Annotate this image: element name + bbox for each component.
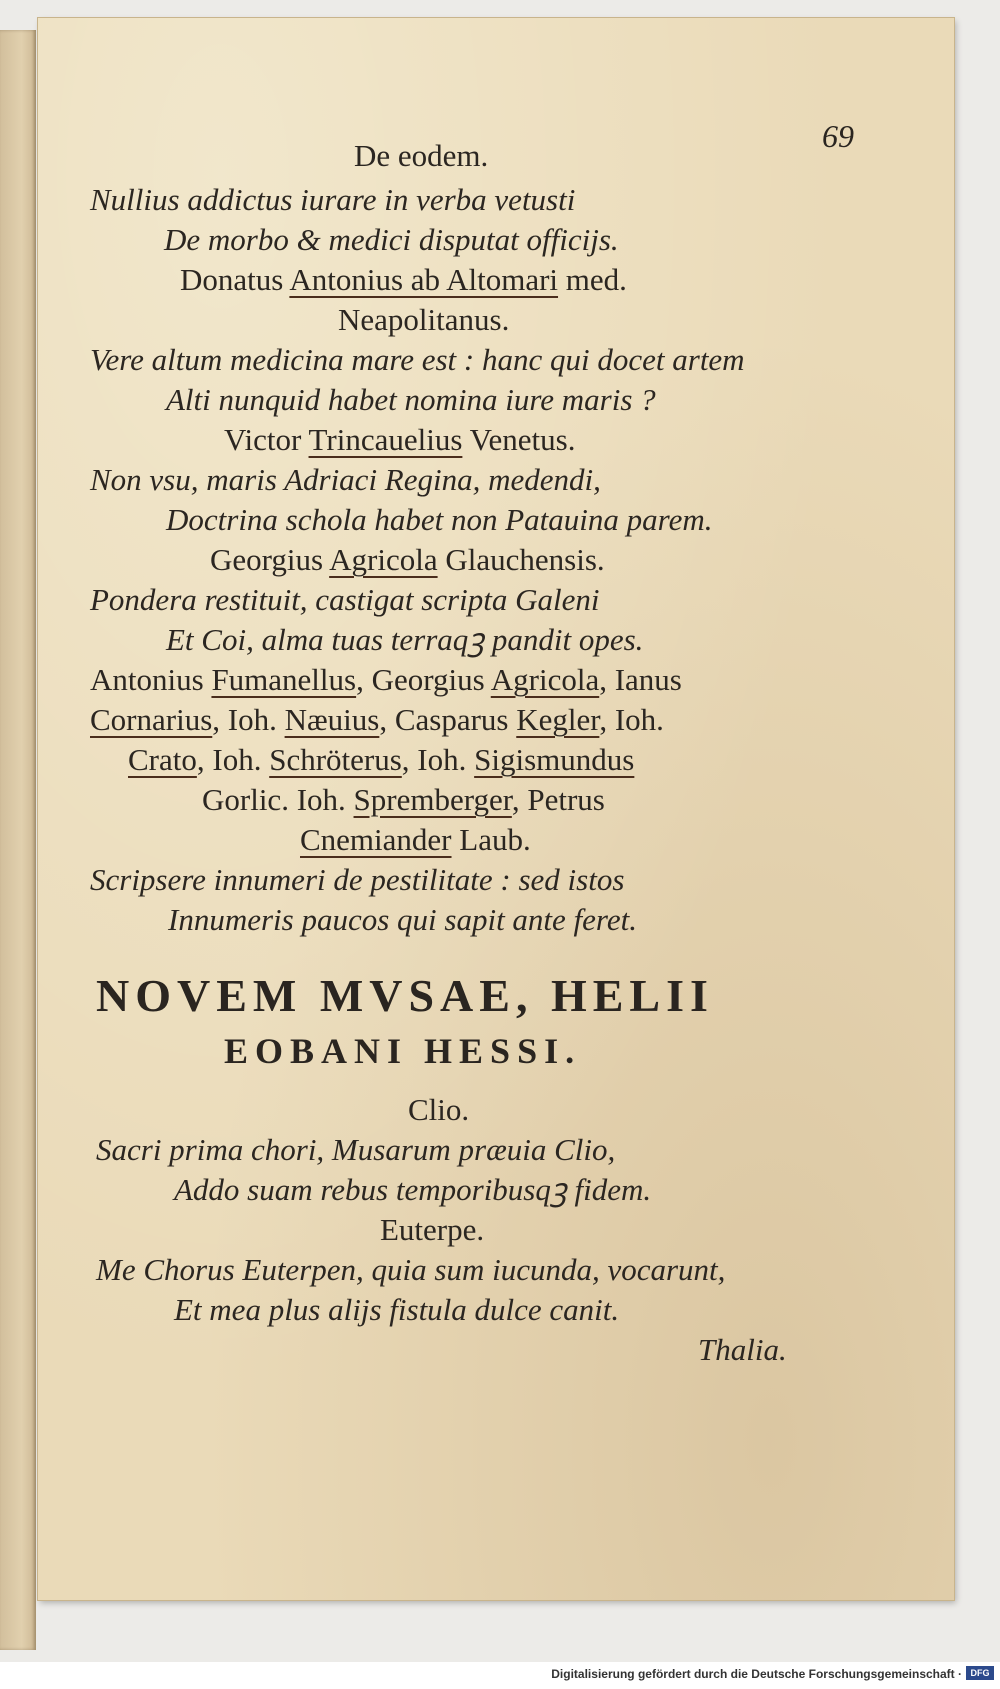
verse-line: Me Chorus Euterpen, quia sum iucunda, vocarunt,	[96, 1252, 726, 1287]
author-heading	[210, 540, 605, 580]
previous-page-edge	[0, 30, 36, 1650]
verse-line: Scripsere innumeri de pestilitate : sed istos	[90, 862, 625, 897]
author-list-line	[300, 820, 531, 860]
author-heading	[180, 260, 627, 300]
author-name-part: , Casparus	[379, 702, 517, 737]
page-number: 69	[822, 118, 854, 154]
author-heading	[224, 420, 575, 460]
underlined-name: Trincauelius	[308, 422, 463, 457]
underlined-name: Næuius	[284, 702, 380, 737]
verse-line: Sacri prima chori, Musarum præuia Clio,	[96, 1132, 616, 1167]
underlined-name: Agricola	[490, 662, 600, 697]
author-list-line	[90, 660, 682, 700]
author-list-line	[90, 700, 664, 740]
author-name-part: , Ioh.	[401, 742, 475, 777]
dfg-logo: DFG	[966, 1666, 994, 1680]
muse-heading: Thalia.	[698, 1332, 787, 1367]
author-name-part: Donatus	[180, 262, 290, 297]
verse-line: Et Coi, alma tuas terraqꝫ pandit opes.	[166, 622, 644, 657]
underlined-name: Cornarius	[90, 702, 213, 737]
author-origin: Neapolitanus.	[338, 302, 510, 337]
section-title: NOVEM MVSAE, HELII	[96, 970, 714, 1021]
author-name-part: Glauchensis.	[437, 542, 605, 577]
verse-line: Nullius addictus iurare in verba vetusti	[90, 182, 576, 217]
author-name-part: , Georgius	[356, 662, 491, 697]
verse-line: Addo suam rebus temporibusqꝫ fidem.	[174, 1172, 652, 1207]
author-name-part: Antonius	[90, 662, 212, 697]
underlined-name: Kegler	[516, 702, 600, 737]
author-name-part: , Ioh.	[599, 702, 664, 737]
author-name-part: , Ioh.	[212, 702, 285, 737]
heading-de-eodem: De eodem.	[354, 138, 489, 173]
underlined-name: Crato	[128, 742, 197, 777]
book-page	[38, 18, 954, 1600]
underlined-name: Antonius ab Altomari	[289, 262, 559, 297]
muse-heading: Euterpe.	[380, 1212, 485, 1247]
verse-line: Non vsu, maris Adriaci Regina, medendi,	[90, 462, 601, 497]
verse-line: Innumeris paucos qui sapit ante feret.	[168, 902, 637, 937]
author-name-part: , Petrus	[511, 782, 605, 817]
verse-line: Et mea plus alijs fistula dulce canit.	[174, 1292, 620, 1327]
author-list-line	[128, 740, 634, 780]
underlined-name: Fumanellus	[211, 662, 357, 697]
author-name-part: Venetus.	[462, 422, 576, 457]
funding-credit: Digitalisierung gefördert durch die Deutsche Forschungsgemeinschaft ·	[551, 1667, 962, 1681]
section-subtitle: EOBANI HESSI.	[224, 1031, 582, 1071]
author-name-part: Georgius	[210, 542, 330, 577]
author-name-part: , Ianus	[599, 662, 682, 697]
verse-line: Vere altum medicina mare est : hanc qui docet artem	[90, 342, 745, 377]
muse-heading: Clio.	[408, 1092, 470, 1127]
author-name-part: , Ioh.	[196, 742, 270, 777]
verse-line: Alti nunquid habet nomina iure maris ?	[166, 382, 656, 417]
underlined-name: Sigismundus	[474, 742, 635, 777]
underlined-name: Schröterus	[269, 742, 402, 777]
verse-line: De morbo & medici disputat officijs.	[164, 222, 619, 257]
author-name-part: Victor	[224, 422, 309, 457]
verse-line: Pondera restituit, castigat scripta Galeni	[90, 582, 600, 617]
underlined-name: Cnemiander	[300, 822, 452, 857]
underlined-name: Agricola	[329, 542, 438, 577]
author-list-line	[202, 780, 605, 820]
author-name-part: Laub.	[451, 822, 531, 857]
author-name-part: Gorlic. Ioh.	[202, 782, 354, 817]
author-name-part: med.	[558, 262, 627, 297]
verse-line: Doctrina schola habet non Patauina parem.	[166, 502, 713, 537]
underlined-name: Spremberger	[353, 782, 512, 817]
